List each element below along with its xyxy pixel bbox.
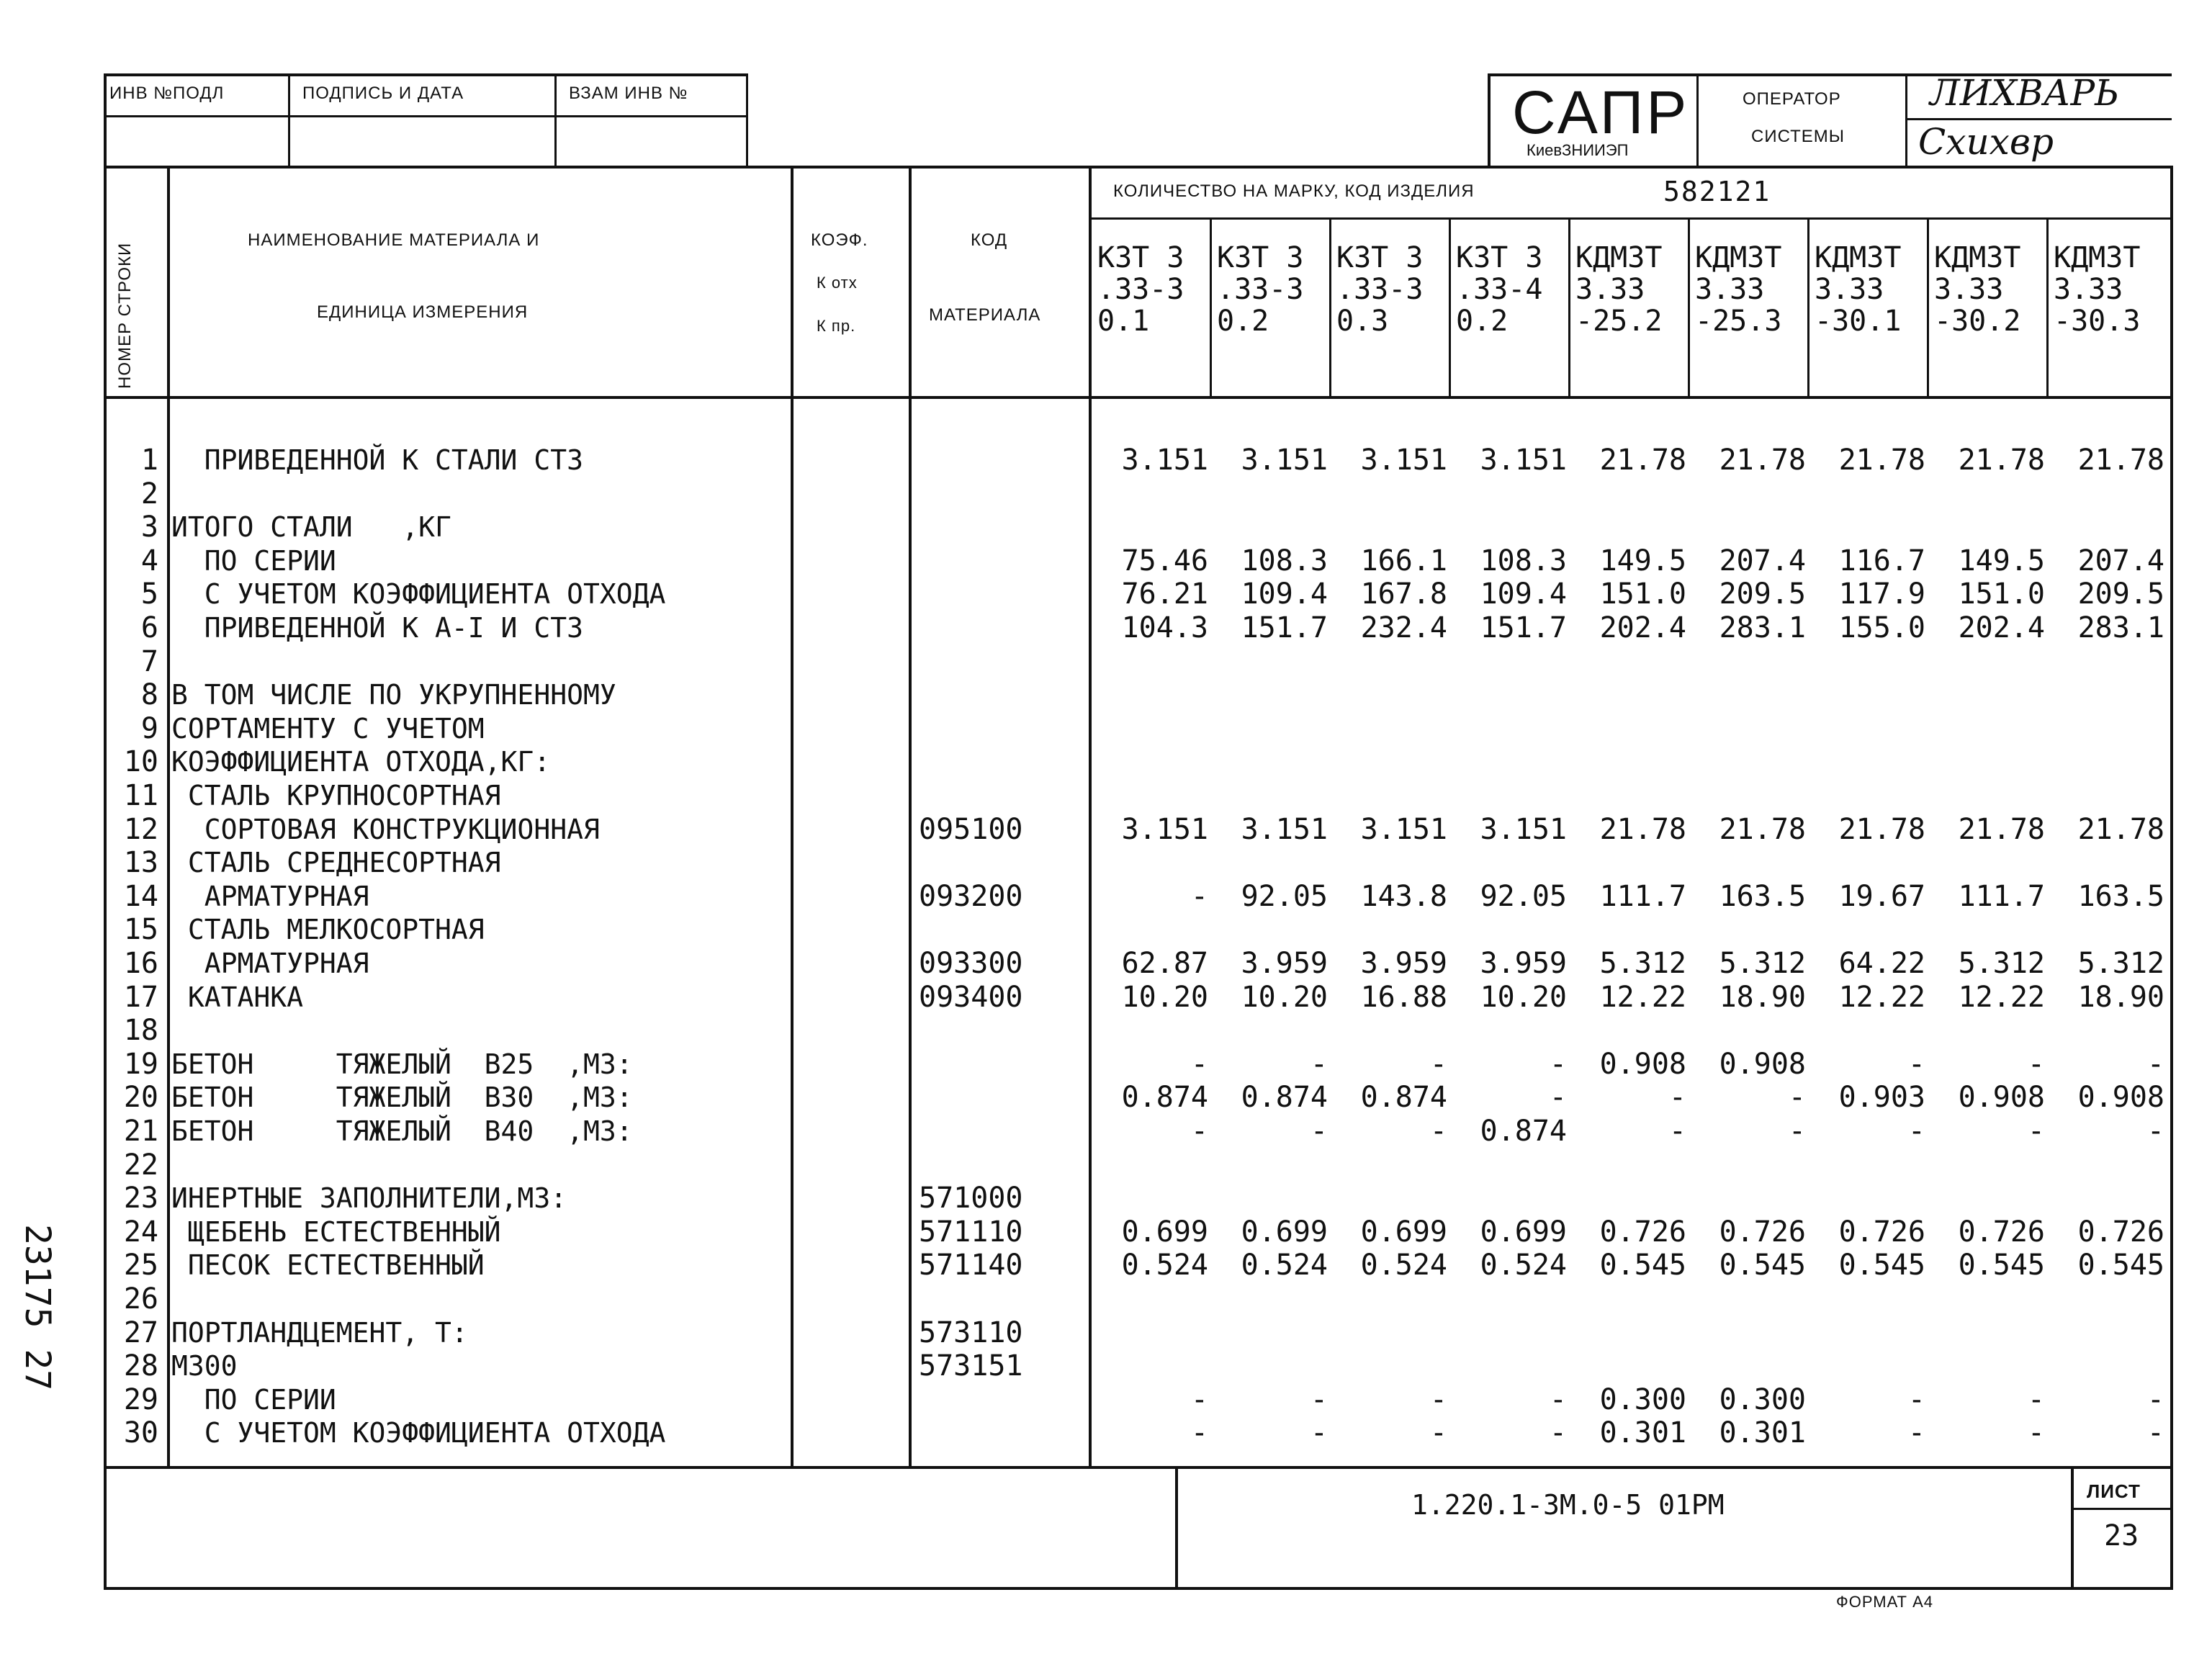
- product-column-header: [1456, 242, 1542, 337]
- quantity-cell: 111.7: [1958, 880, 2045, 913]
- name-header-line1: НАИМЕНОВАНИЕ МАТЕРИАЛА И: [248, 230, 540, 250]
- quantity-cell: 21.78: [1958, 444, 2045, 477]
- quantity-cell: -: [1907, 1048, 1925, 1081]
- sapr-logo: САПР: [1512, 78, 1690, 146]
- quantity-cell: -: [2027, 1383, 2045, 1416]
- quantity-cell: 5.312: [1719, 947, 1806, 980]
- product-column-header-line: КЗТ 3: [1217, 241, 1304, 274]
- quantity-cell: 207.4: [1719, 544, 1806, 577]
- paper-format: ФОРМАТ А4: [1836, 1593, 1934, 1611]
- quantity-cell: -: [1429, 1048, 1447, 1081]
- material-name: М300: [171, 1350, 238, 1382]
- product-column-header-line: .33-3: [1097, 273, 1184, 306]
- quantity-cell: 3.151: [1480, 813, 1567, 846]
- quantity-cell: 92.05: [1480, 880, 1567, 913]
- product-column-header: [1575, 242, 1662, 337]
- quantity-cell: 21.78: [1958, 813, 2045, 846]
- quantity-cell: 16.88: [1360, 981, 1447, 1014]
- material-code: 093200: [919, 880, 1023, 913]
- material-code: 571000: [919, 1182, 1023, 1215]
- row-number: 8: [140, 678, 158, 711]
- quantity-cell: -: [1668, 1115, 1686, 1148]
- row-number: 16: [123, 947, 158, 980]
- row-number: 3: [140, 511, 158, 544]
- material-name: ПО СЕРИИ: [171, 1384, 336, 1416]
- org-name: КиевЗНИИЭП: [1527, 141, 1629, 159]
- quantity-cell: 0.908: [1719, 1048, 1806, 1081]
- product-column-header-line: 3.33: [1815, 273, 1884, 306]
- quantity-cell: 75.46: [1121, 544, 1208, 577]
- quantity-cell: 109.4: [1480, 577, 1567, 611]
- product-code: 582121: [1663, 176, 1771, 207]
- row-number: 24: [123, 1215, 158, 1249]
- row-number: 12: [123, 813, 158, 846]
- quantity-cell: -: [1788, 1115, 1806, 1148]
- quantity-cell: -: [1668, 1081, 1686, 1114]
- quantity-cell: 0.874: [1360, 1081, 1447, 1114]
- product-column-header-line: КЗТ 3: [1456, 241, 1543, 274]
- quantity-cell: 3.151: [1121, 813, 1208, 846]
- product-column-header-line: 0.2: [1456, 305, 1509, 338]
- material-code: 573110: [919, 1316, 1023, 1349]
- document-code: 1.220.1-3М.0-5 01РМ: [1411, 1489, 1725, 1521]
- quantity-cell: 209.5: [1719, 577, 1806, 611]
- name-header-line2: ЕДИНИЦА ИЗМЕРЕНИЯ: [317, 302, 529, 322]
- quantity-cell: -: [1907, 1115, 1925, 1148]
- product-column-header-line: -30.2: [1934, 305, 2021, 338]
- row-number: 4: [140, 544, 158, 577]
- quantity-cell: 21.78: [1838, 813, 1925, 846]
- operator-label: ОПЕРАТОР: [1743, 89, 1841, 109]
- quantity-cell: 0.545: [2077, 1249, 2164, 1282]
- product-column-header-line: КДМЗТ: [2054, 241, 2141, 274]
- material-name: В ТОМ ЧИСЛЕ ПО УКРУПНЕННОМУ: [171, 679, 616, 711]
- quantity-cell: 151.0: [1958, 577, 2045, 611]
- material-name: КОЭФФИЦИЕНТА ОТХОДА,КГ:: [171, 746, 551, 778]
- quantity-cell: 3.151: [1360, 813, 1447, 846]
- system-label: СИСТЕМЫ: [1751, 127, 1845, 146]
- quantity-cell: -: [1310, 1115, 1328, 1148]
- material-name: БЕТОН ТЯЖЕЛЫЙ В25 ,М3:: [171, 1048, 633, 1080]
- material-name: БЕТОН ТЯЖЕЛЫЙ В40 ,М3:: [171, 1115, 633, 1147]
- quantity-cell: -: [1190, 1048, 1208, 1081]
- row-number: 25: [123, 1249, 158, 1282]
- quantity-cell: 0.726: [1599, 1215, 1686, 1249]
- product-column-header-line: .33-3: [1336, 273, 1424, 306]
- quantity-cell: 18.90: [1719, 981, 1806, 1014]
- quantity-cell: 149.5: [1599, 544, 1686, 577]
- quantity-cell: 3.151: [1241, 444, 1328, 477]
- material-name: СТАЛЬ СРЕДНЕСОРТНАЯ: [171, 847, 501, 878]
- code-header-line1: КОД: [971, 230, 1008, 250]
- quantity-cell: 10.20: [1480, 981, 1567, 1014]
- row-number: 6: [140, 611, 158, 644]
- quantity-cell: 21.78: [1719, 813, 1806, 846]
- material-name: ПРИВЕДЕННОЙ К СТАЛИ СТ3: [171, 444, 583, 476]
- quantity-cell: 166.1: [1360, 544, 1447, 577]
- k-otx-header: К отх: [817, 274, 858, 292]
- quantity-cell: 155.0: [1838, 611, 1925, 644]
- row-number: 29: [123, 1383, 158, 1416]
- row-number: 11: [123, 779, 158, 812]
- quantity-cell: 0.699: [1480, 1215, 1567, 1249]
- product-column-header-line: КЗТ 3: [1097, 241, 1184, 274]
- quantity-cell: 283.1: [2077, 611, 2164, 644]
- material-name: ПОРТЛАНДЦЕМЕНТ, Т:: [171, 1317, 468, 1349]
- quantity-cell: 202.4: [1958, 611, 2045, 644]
- row-number: 2: [140, 477, 158, 511]
- quantity-cell: 12.22: [1599, 981, 1686, 1014]
- quantity-cell: -: [1310, 1048, 1328, 1081]
- row-number: 27: [123, 1316, 158, 1349]
- material-name: ПЕСОК ЕСТЕСТВЕННЫЙ: [171, 1249, 485, 1281]
- product-column-header: [1934, 242, 2020, 337]
- quantity-cell: 19.67: [1838, 880, 1925, 913]
- product-column-header: [1336, 242, 1423, 337]
- row-number: 13: [123, 846, 158, 879]
- product-column-header-line: 3.33: [2054, 273, 2123, 306]
- material-code: 573151: [919, 1349, 1023, 1382]
- product-column-header-line: 3.33: [1695, 273, 1765, 306]
- quantity-cell: -: [1549, 1081, 1567, 1114]
- quantity-cell: 108.3: [1480, 544, 1567, 577]
- quantity-cell: -: [1190, 1416, 1208, 1449]
- quantity-cell: 21.78: [2077, 813, 2164, 846]
- material-name: СОРТАМЕНТУ С УЧЕТОМ: [171, 713, 485, 745]
- quantity-cell: 111.7: [1599, 880, 1686, 913]
- quantity-cell: -: [1549, 1383, 1567, 1416]
- quantity-cell: 0.545: [1719, 1249, 1806, 1282]
- quantity-cell: 18.90: [2077, 981, 2164, 1014]
- product-column-header-line: -30.1: [1815, 305, 1902, 338]
- material-name: ПРИВЕДЕННОЙ К А-I И СТ3: [171, 612, 583, 644]
- product-column-header-line: КДМЗТ: [1575, 241, 1663, 274]
- quantity-cell: 0.908: [2077, 1081, 2164, 1114]
- product-column-header-line: -25.3: [1695, 305, 1782, 338]
- material-name: СТАЛЬ КРУПНОСОРТНАЯ: [171, 780, 501, 811]
- quantity-cell: 0.545: [1599, 1249, 1686, 1282]
- product-column-header-line: -25.2: [1575, 305, 1663, 338]
- quantity-cell: 0.300: [1599, 1383, 1686, 1416]
- quantity-cell: -: [1190, 1383, 1208, 1416]
- product-column-header: [2054, 242, 2140, 337]
- product-column-header-line: КДМЗТ: [1695, 241, 1782, 274]
- code-header-line2: МАТЕРИАЛА: [929, 305, 1041, 325]
- row-number: 20: [123, 1081, 158, 1114]
- quantity-cell: 0.726: [1958, 1215, 2045, 1249]
- material-name: С УЧЕТОМ КОЭФФИЦИЕНТА ОТХОДА: [171, 578, 666, 610]
- row-number: 15: [123, 913, 158, 946]
- quantity-cell: 0.699: [1241, 1215, 1328, 1249]
- quantity-cell: 0.524: [1121, 1249, 1208, 1282]
- quantity-cell: 0.699: [1121, 1215, 1208, 1249]
- quantity-cell: 64.22: [1838, 947, 1925, 980]
- material-name: БЕТОН ТЯЖЕЛЫЙ В30 ,М3:: [171, 1082, 633, 1113]
- quantity-cell: 0.726: [1719, 1215, 1806, 1249]
- product-column-header-line: .33-3: [1217, 273, 1304, 306]
- quantity-cell: 143.8: [1360, 880, 1447, 913]
- product-column-header: [1815, 242, 1901, 337]
- quantity-header: КОЛИЧЕСТВО НА МАРКУ, КОД ИЗДЕЛИЯ: [1113, 181, 1475, 201]
- quantity-cell: 0.726: [2077, 1215, 2164, 1249]
- product-column-header-line: .33-4: [1456, 273, 1543, 306]
- quantity-cell: 3.959: [1360, 947, 1447, 980]
- row-number: 1: [140, 444, 158, 477]
- quantity-cell: 3.151: [1121, 444, 1208, 477]
- coef-header: КОЭФ.: [811, 230, 868, 250]
- quantity-cell: 149.5: [1958, 544, 2045, 577]
- quantity-cell: 21.78: [2077, 444, 2164, 477]
- quantity-cell: 21.78: [1599, 444, 1686, 477]
- row-number-header: НОМЕР СТРОКИ: [115, 242, 135, 389]
- quantity-cell: -: [2146, 1048, 2164, 1081]
- quantity-cell: 163.5: [2077, 880, 2164, 913]
- product-column-header-line: КДМЗТ: [1934, 241, 2021, 274]
- product-column-header-line: 3.33: [1934, 273, 2004, 306]
- row-number: 21: [123, 1115, 158, 1148]
- quantity-cell: 0.524: [1241, 1249, 1328, 1282]
- quantity-cell: -: [1429, 1115, 1447, 1148]
- material-name: ИТОГО СТАЛИ ,КГ: [171, 511, 451, 543]
- quantity-cell: 0.874: [1241, 1081, 1328, 1114]
- material-code: 571140: [919, 1249, 1023, 1282]
- material-name: ЩЕБЕНЬ ЕСТЕСТВЕННЫЙ: [171, 1216, 501, 1248]
- quantity-cell: -: [2027, 1416, 2045, 1449]
- quantity-cell: -: [2146, 1416, 2164, 1449]
- quantity-cell: 163.5: [1719, 880, 1806, 913]
- row-number: 22: [123, 1148, 158, 1182]
- replace-label: ВЗАМ ИНВ №: [569, 84, 688, 103]
- quantity-cell: 108.3: [1241, 544, 1328, 577]
- quantity-cell: 21.78: [1719, 444, 1806, 477]
- quantity-cell: 167.8: [1360, 577, 1447, 611]
- quantity-cell: -: [1907, 1383, 1925, 1416]
- quantity-cell: 0.545: [1958, 1249, 2045, 1282]
- product-column-header-line: 0.1: [1097, 305, 1150, 338]
- quantity-cell: 0.903: [1838, 1081, 1925, 1114]
- row-number: 23: [123, 1182, 158, 1215]
- quantity-cell: -: [1429, 1416, 1447, 1449]
- quantity-cell: 0.908: [1958, 1081, 2045, 1114]
- material-code: 095100: [919, 813, 1023, 846]
- quantity-cell: -: [1549, 1048, 1567, 1081]
- product-column-header: [1695, 242, 1781, 337]
- quantity-cell: -: [2146, 1383, 2164, 1416]
- quantity-cell: 202.4: [1599, 611, 1686, 644]
- quantity-cell: 12.22: [1838, 981, 1925, 1014]
- quantity-cell: 116.7: [1838, 544, 1925, 577]
- product-column-header: [1217, 242, 1303, 337]
- quantity-cell: 21.78: [1838, 444, 1925, 477]
- product-column-header-line: КЗТ 3: [1336, 241, 1424, 274]
- material-code: 093300: [919, 947, 1023, 980]
- product-column-header-line: КДМЗТ: [1815, 241, 1902, 274]
- quantity-cell: -: [1907, 1416, 1925, 1449]
- quantity-cell: 5.312: [1599, 947, 1686, 980]
- material-name: КАТАНКА: [171, 981, 304, 1013]
- quantity-cell: 0.699: [1360, 1215, 1447, 1249]
- quantity-cell: -: [2146, 1115, 2164, 1148]
- row-number: 17: [123, 981, 158, 1014]
- quantity-cell: 209.5: [2077, 577, 2164, 611]
- row-number: 7: [140, 645, 158, 678]
- sheet-number: 23: [2104, 1519, 2139, 1552]
- material-name: АРМАТУРНАЯ: [171, 948, 369, 979]
- quantity-cell: 117.9: [1838, 577, 1925, 611]
- quantity-cell: -: [1190, 1115, 1208, 1148]
- quantity-cell: 0.545: [1838, 1249, 1925, 1282]
- material-name: ПО СЕРИИ: [171, 545, 336, 577]
- row-number: 26: [123, 1282, 158, 1316]
- quantity-cell: -: [1549, 1416, 1567, 1449]
- quantity-cell: 104.3: [1121, 611, 1208, 644]
- quantity-cell: -: [1190, 880, 1208, 913]
- product-column-header-line: 0.2: [1217, 305, 1269, 338]
- quantity-cell: 232.4: [1360, 611, 1447, 644]
- quantity-cell: -: [2027, 1048, 2045, 1081]
- quantity-cell: 0.726: [1838, 1215, 1925, 1249]
- quantity-cell: 0.524: [1360, 1249, 1447, 1282]
- row-number: 9: [140, 712, 158, 745]
- product-column-header: [1097, 242, 1184, 337]
- material-name: С УЧЕТОМ КОЭФФИЦИЕНТА ОТХОДА: [171, 1417, 666, 1449]
- quantity-cell: 12.22: [1958, 981, 2045, 1014]
- material-name: АРМАТУРНАЯ: [171, 881, 369, 912]
- quantity-cell: 5.312: [1958, 947, 2045, 980]
- material-name: ИНЕРТНЫЕ ЗАПОЛНИТЕЛИ,М3:: [171, 1182, 567, 1214]
- sign-label: ПОДПИСЬ И ДАТА: [302, 84, 464, 103]
- operator-signature: Схихвр: [1918, 121, 2054, 163]
- quantity-cell: 0.874: [1121, 1081, 1208, 1114]
- quantity-cell: 5.312: [2077, 947, 2164, 980]
- quantity-cell: 0.301: [1719, 1416, 1806, 1449]
- row-number: 19: [123, 1048, 158, 1081]
- archive-number: 23175 27: [17, 1224, 58, 1391]
- quantity-cell: 0.300: [1719, 1383, 1806, 1416]
- quantity-cell: 3.151: [1241, 813, 1328, 846]
- quantity-cell: 76.21: [1121, 577, 1208, 611]
- material-code: 571110: [919, 1215, 1023, 1249]
- quantity-cell: 3.959: [1480, 947, 1567, 980]
- quantity-cell: 0.874: [1480, 1115, 1567, 1148]
- quantity-cell: -: [2027, 1115, 2045, 1148]
- quantity-cell: 151.7: [1241, 611, 1328, 644]
- sheet-label: ЛИСТ: [2087, 1480, 2141, 1502]
- quantity-cell: 21.78: [1599, 813, 1686, 846]
- row-number: 14: [123, 880, 158, 913]
- material-name: СОРТОВАЯ КОНСТРУКЦИОННАЯ: [171, 814, 600, 845]
- row-number: 18: [123, 1014, 158, 1047]
- quantity-cell: 151.0: [1599, 577, 1686, 611]
- quantity-cell: 0.301: [1599, 1416, 1686, 1449]
- product-column-header-line: 0.3: [1336, 305, 1389, 338]
- quantity-cell: -: [1310, 1416, 1328, 1449]
- quantity-cell: -: [1429, 1383, 1447, 1416]
- quantity-cell: 3.151: [1480, 444, 1567, 477]
- row-number: 30: [123, 1416, 158, 1449]
- row-number: 5: [140, 577, 158, 611]
- quantity-cell: 62.87: [1121, 947, 1208, 980]
- quantity-cell: 0.524: [1480, 1249, 1567, 1282]
- material-name: СТАЛЬ МЕЛКОСОРТНАЯ: [171, 914, 485, 945]
- row-number: 10: [123, 745, 158, 778]
- product-column-header-line: -30.3: [2054, 305, 2141, 338]
- quantity-cell: 10.20: [1121, 981, 1208, 1014]
- inv-label: ИНВ №ПОДЛ: [109, 84, 225, 103]
- operator-signature-name: ЛИХВАРЬ: [1930, 72, 2119, 114]
- quantity-cell: 109.4: [1241, 577, 1328, 611]
- quantity-cell: 3.959: [1241, 947, 1328, 980]
- quantity-cell: -: [1788, 1081, 1806, 1114]
- row-number: 28: [123, 1349, 158, 1382]
- k-pr-header: К пр.: [817, 317, 856, 335]
- quantity-cell: 92.05: [1241, 880, 1328, 913]
- material-code: 093400: [919, 981, 1023, 1014]
- quantity-cell: 0.908: [1599, 1048, 1686, 1081]
- quantity-cell: 3.151: [1360, 444, 1447, 477]
- quantity-cell: 10.20: [1241, 981, 1328, 1014]
- quantity-cell: -: [1310, 1383, 1328, 1416]
- quantity-cell: 207.4: [2077, 544, 2164, 577]
- quantity-cell: 151.7: [1480, 611, 1567, 644]
- product-column-header-line: 3.33: [1575, 273, 1645, 306]
- quantity-cell: 283.1: [1719, 611, 1806, 644]
